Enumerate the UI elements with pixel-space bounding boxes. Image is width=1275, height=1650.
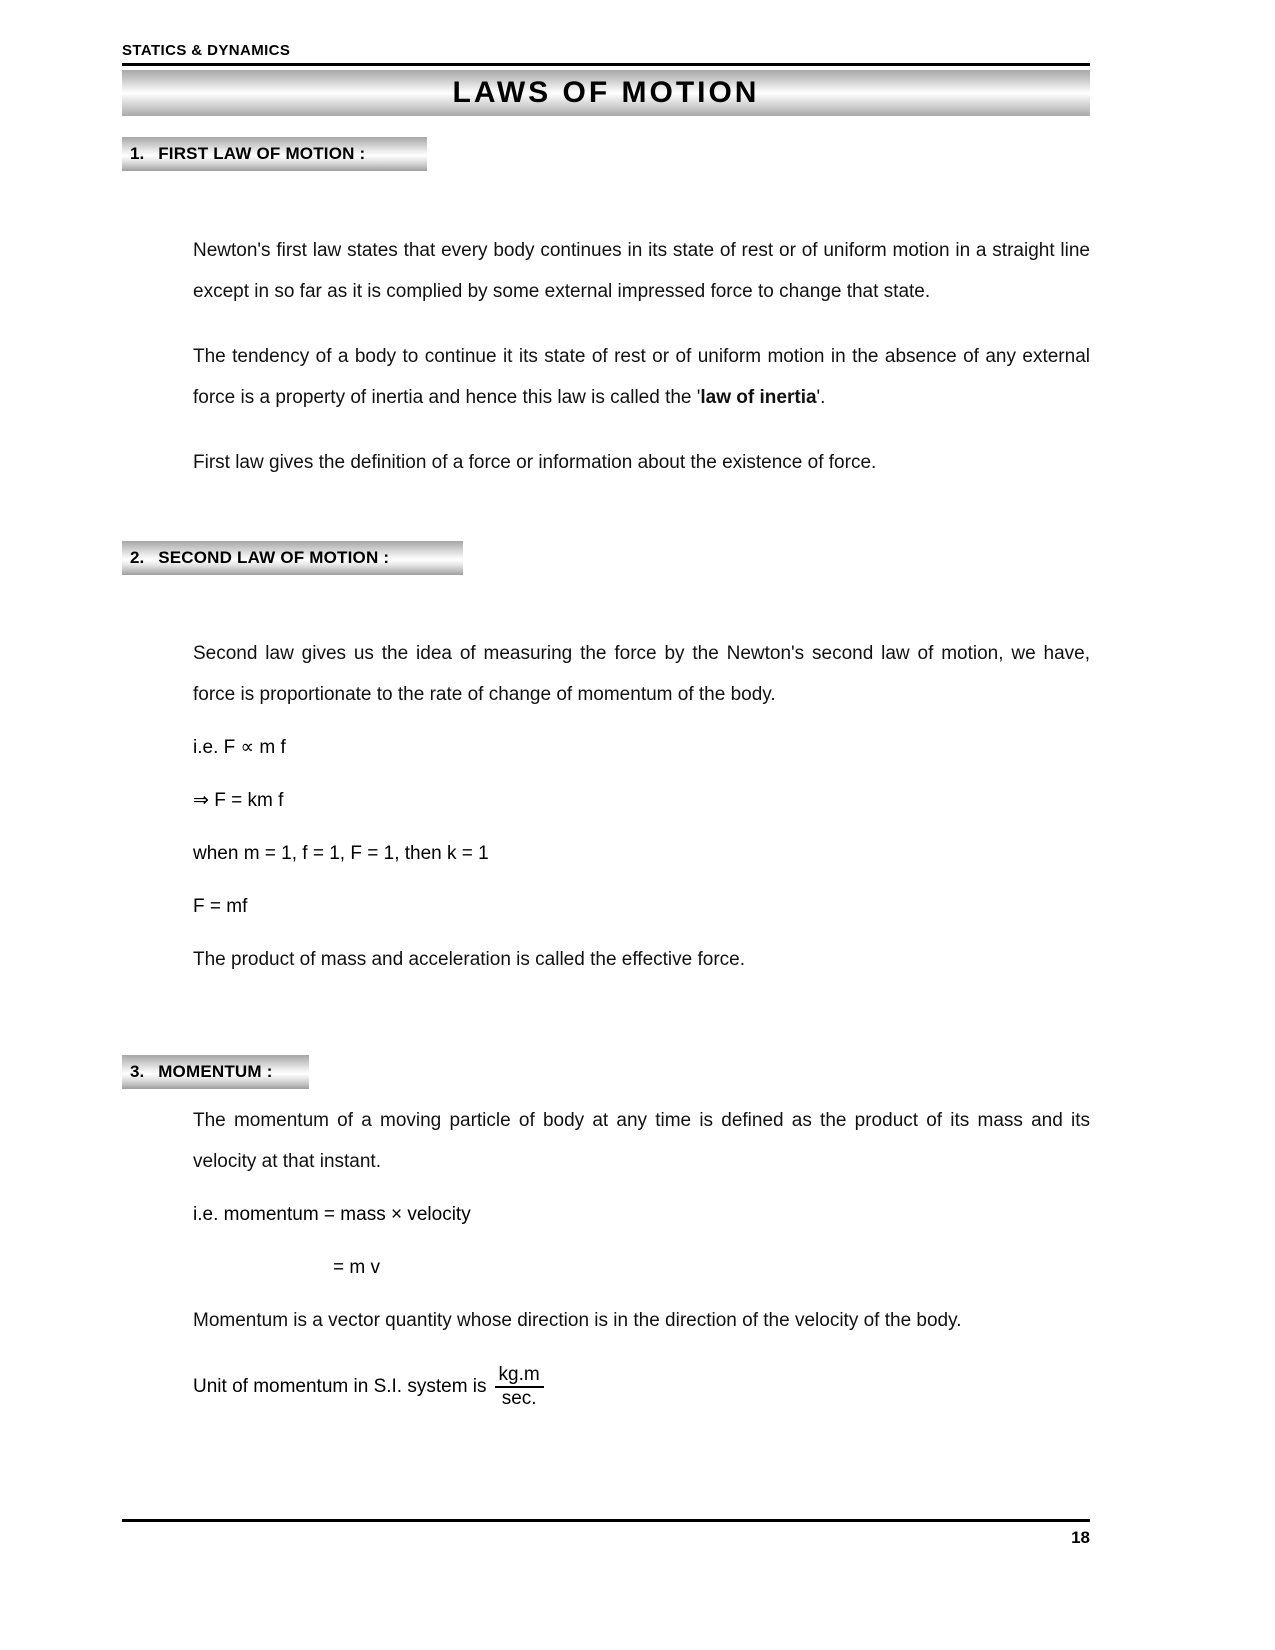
momentum-unit-fraction — [495, 1365, 544, 1409]
fraction-denominator: sec. — [501, 1387, 537, 1409]
running-head-text: STATICS & DYNAMICS — [122, 42, 291, 59]
formula-momentum-mass-velocity: i.e. momentum = mass × velocity — [193, 1204, 471, 1225]
section-number: 1. — [130, 144, 145, 163]
paragraph-inertia — [193, 336, 1090, 418]
section-header-second-law — [122, 541, 463, 575]
section-number: 2. — [130, 548, 145, 567]
section-title: FIRST LAW OF MOTION : — [158, 144, 366, 163]
paragraph-effective-force: The product of mass and acceleration is called the effective force. — [193, 949, 746, 970]
spacer — [193, 1235, 1090, 1247]
section-title: SECOND LAW OF MOTION : — [158, 548, 390, 567]
running-head — [122, 42, 1090, 60]
header-rule — [122, 63, 1090, 66]
formula-force-proportional: i.e. F ∝ m f — [193, 737, 286, 758]
section-body-second-law — [193, 633, 1090, 980]
spacer — [193, 821, 1090, 833]
paragraph-momentum-vector: Momentum is a vector quantity whose direction is in the direction of the velocity of the body. — [193, 1310, 962, 1331]
paragraph-second-law: Second law gives us the idea of measuring the force by the Newton's second law of motion, we have, force is proportionate to the rate of change of momentum of the body. — [193, 643, 1090, 705]
section-body-first-law — [193, 230, 1090, 483]
momentum-unit-lead: Unit of momentum in S.I. system is — [193, 1375, 487, 1397]
section-header-first-law — [122, 137, 427, 171]
paragraph-definition-of-force: First law gives the definition of a force or information about the existence of force. — [193, 452, 877, 473]
spacer — [193, 1288, 1090, 1300]
law-of-inertia-emphasis: law of inertia — [700, 387, 817, 408]
spacer — [193, 1341, 1090, 1365]
page-title: LAWS OF MOTION — [452, 76, 760, 109]
section-number: 3. — [130, 1062, 145, 1081]
spacer — [193, 1182, 1090, 1194]
inertia-trail: '. — [816, 387, 826, 408]
formula-unit-conditions: when m = 1, f = 1, F = 1, then k = 1 — [193, 843, 489, 864]
formula-force-equals-mf: F = mf — [193, 896, 248, 917]
spacer — [193, 768, 1090, 780]
section-body-momentum — [193, 1100, 1090, 1409]
spacer — [193, 312, 1090, 336]
spacer — [193, 874, 1090, 886]
formula-force-equals-kmf: ⇒ F = km f — [193, 790, 284, 811]
footer-rule — [122, 1519, 1090, 1522]
title-banner — [122, 70, 1090, 116]
fraction-numerator: kg.m — [498, 1364, 540, 1385]
spacer — [193, 715, 1090, 727]
inertia-lead: The tendency of a body to continue it its state of rest or of uniform motion in the absence of any external force is a property of inertia and hence this law is called the ' — [193, 346, 1090, 408]
page-number: 18 — [1071, 1528, 1090, 1547]
section-header-momentum — [122, 1055, 309, 1089]
spacer — [193, 927, 1090, 939]
momentum-unit-line — [193, 1365, 1090, 1409]
paragraph-momentum-definition: The momentum of a moving particle of body at any time is defined as the product of its mass and its velocity at that instant. — [193, 1110, 1090, 1172]
section-title: MOMENTUM : — [158, 1062, 273, 1081]
paragraph-newtons-first-law: Newton's first law states that every body continues in its state of rest or of uniform motion in a straight line except in so far as it is complied by some external impressed force to change that state. — [193, 240, 1090, 302]
formula-momentum-mv: = m v — [333, 1257, 380, 1278]
spacer — [193, 418, 1090, 442]
